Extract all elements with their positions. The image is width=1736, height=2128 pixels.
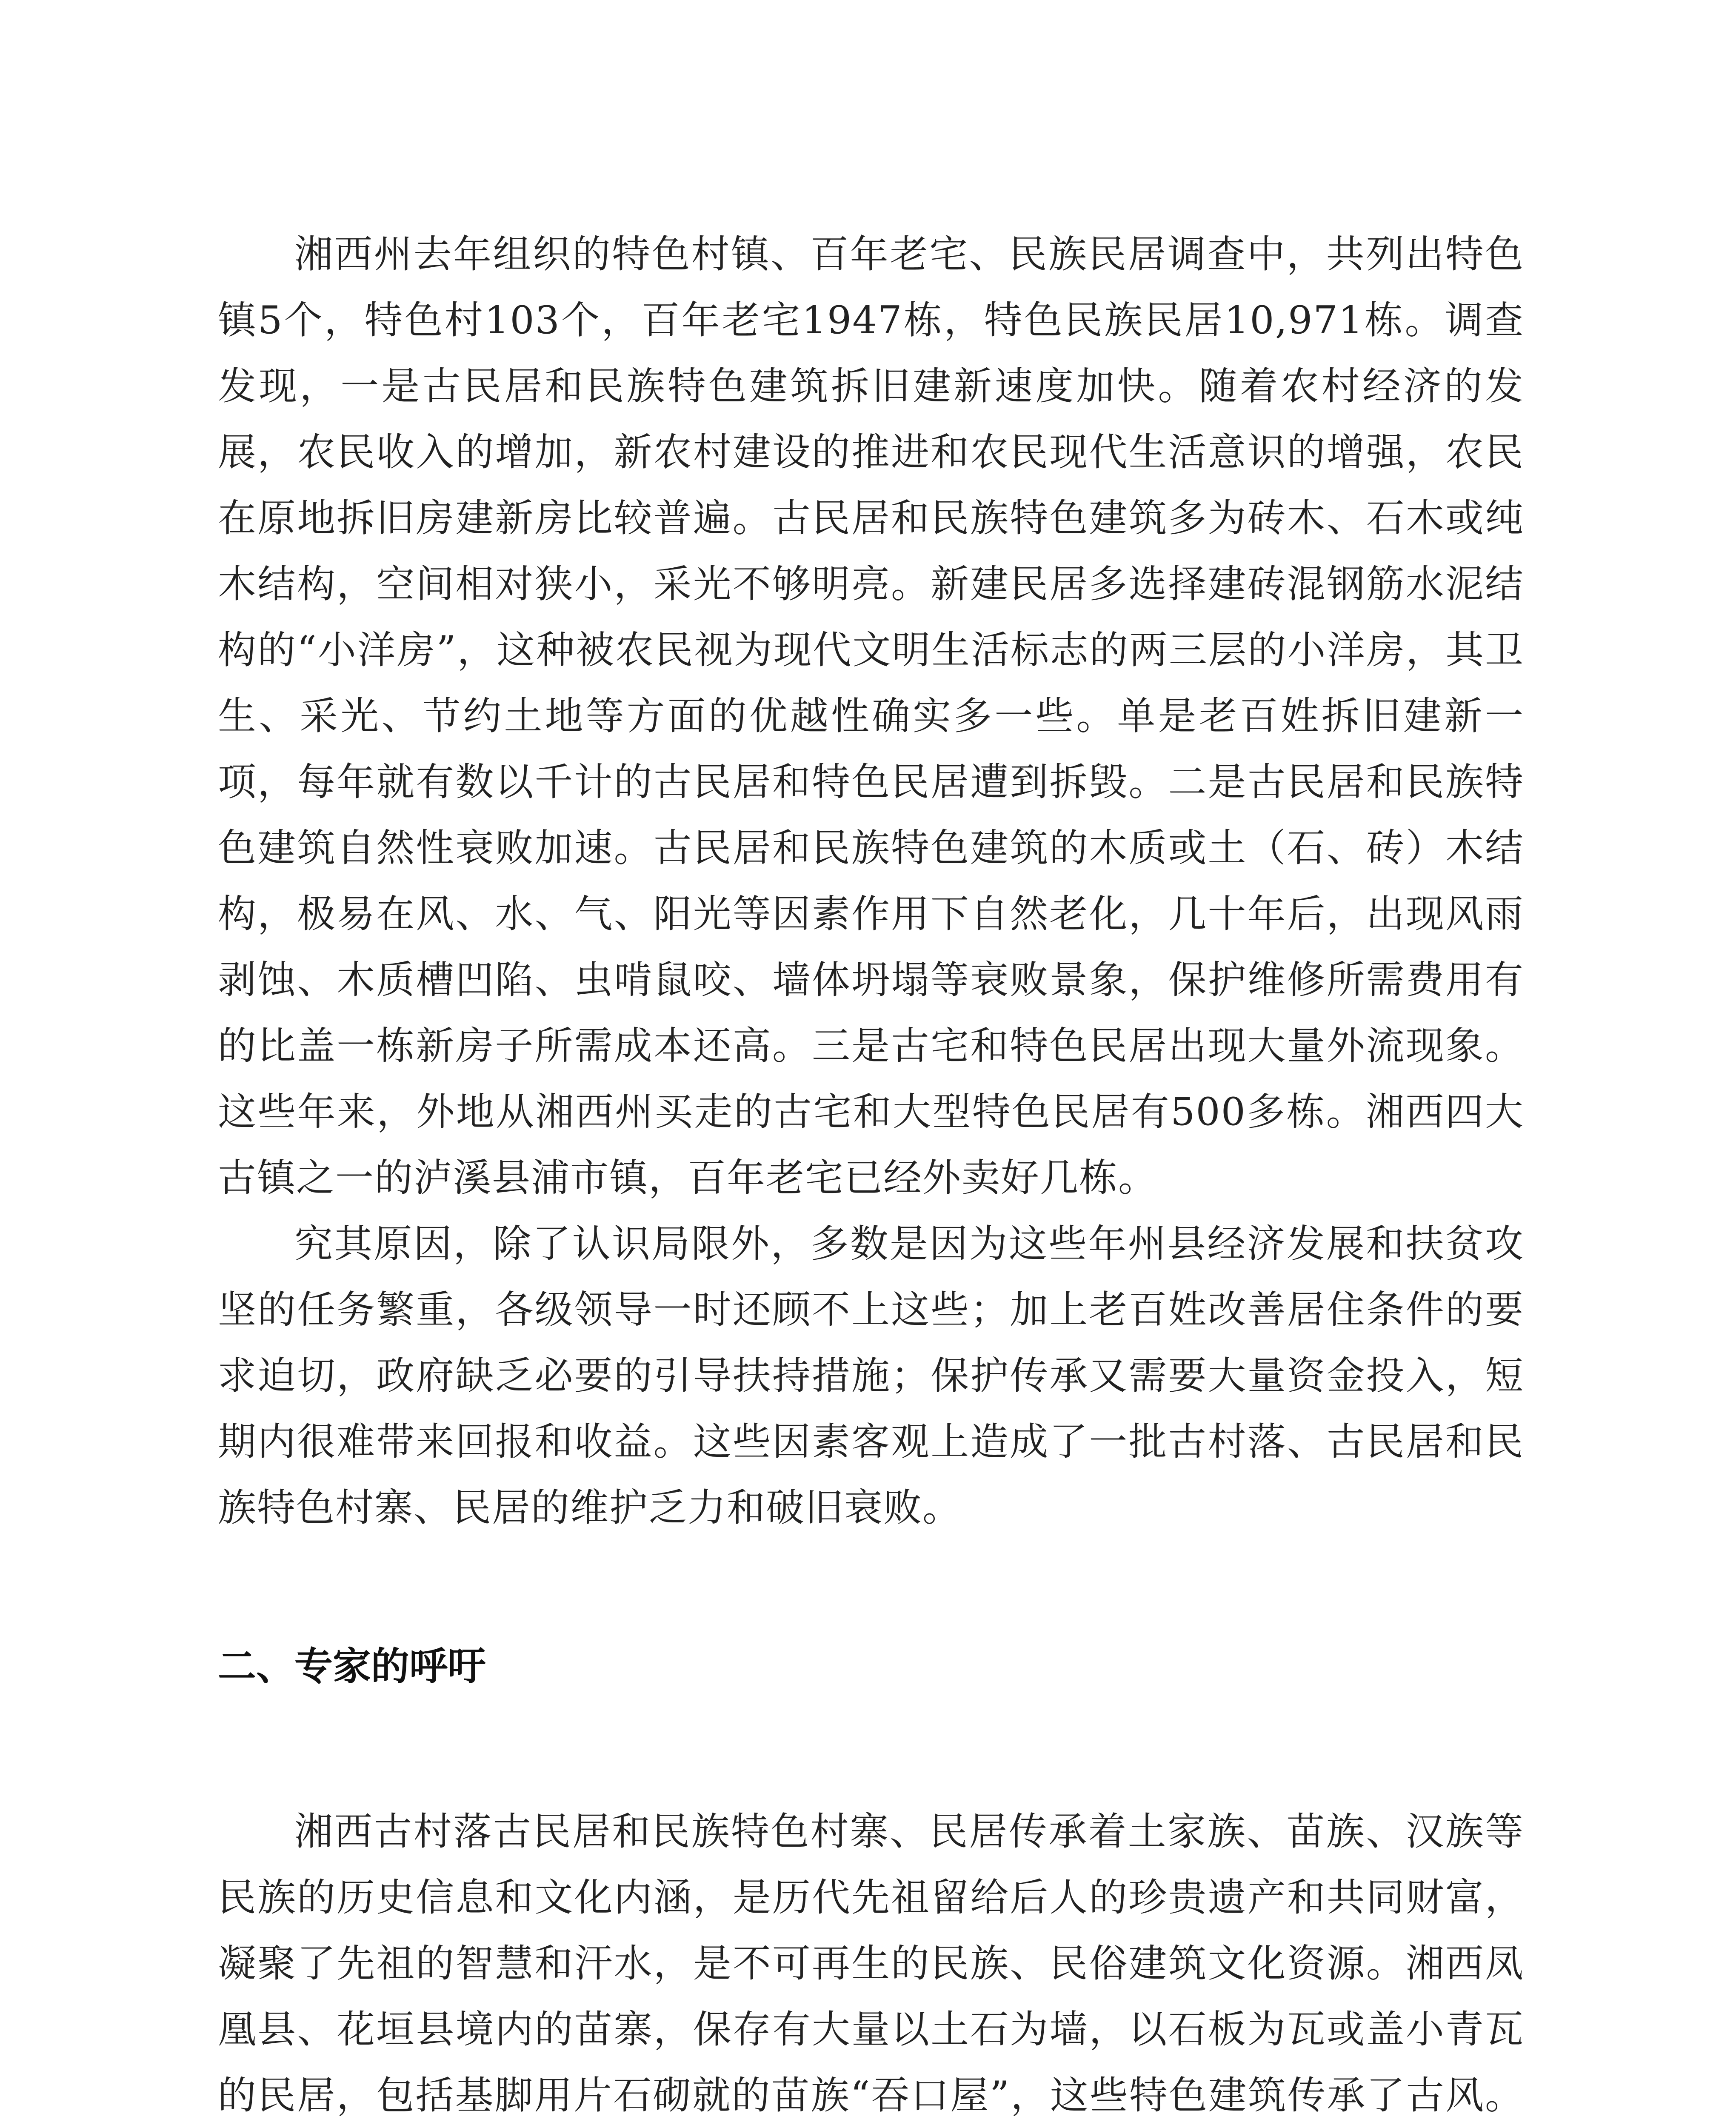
section-heading: 二、专家的呼吁 xyxy=(218,1644,486,1689)
body-paragraph: 湘西古村落古民居和民族特色村寨、民居传承着土家族、苗族、汉族等民族的历史信息和文化内涵，是历代先祖留给后人的珍贵遗产和共同财富，凝聚了先祖的智慧和汗水，是不可再生的民族、民俗建筑文化资源。湘西凤凰县、花垣县境内的苗寨，保存有大量以土石为墙，以石板为瓦或盖小青瓦的民居，包括基脚用片石砌就的苗族“吞口屋”，这些特色建筑传承了古风。 xyxy=(218,1809,1524,2118)
page-content xyxy=(218,221,1524,2128)
body-paragraph: 湘西州去年组织的特色村镇、百年老宅、民族民居调查中，共列出特色镇5个，特色村103个，百年老宅1947栋，特色民族民居10,971栋。调查发现，一是古民居和民族特色建筑拆旧建新速度加快。随着农村经济的发展，农民收入的增加，新农村建设的推进和农民现代生活意识的增强，农民在原地拆旧房建新房比较普遍。古民居和民族特色建筑多为砖木、石木或纯木结构，空间相对狭小，采光不够明亮。新建民居多选择建砖混钢筋水泥结构的“小洋房”，这种被农民视为现代文明生活标志的两三层的小洋房，其卫生、采光、节约土地等方面的优越性确实多一些。单是老百姓拆旧建新一项，每年就有数以千计的古民居和特色民居遭到拆毁。二是古民居和民族特色建筑自然性衰败加速。古民居和民族特色建筑的木质或土（石、砖）木结构，极易在风、水、气、阳光等因素作用下自然老化，几十年后，出现风雨剥蚀、木质槽凹陷、虫啃鼠咬、墙体坍塌等衰败景象，保护维修所需费用有的比盖一栋新房子所需成本还高。三是古宅和特色民居出现大量外流现象。这些年来，外地从湘西州买走的古宅和大型特色民居有500多栋。湘西四大古镇之一的泸溪县浦市镇，百年老宅已经外卖好几栋。 xyxy=(218,232,1524,1200)
body-paragraph: 究其原因，除了认识局限外，多数是因为这些年州县经济发展和扶贫攻坚的任务繁重，各级领导一时还顾不上这些；加上老百姓改善居住条件的要求迫切，政府缺乏必要的引导扶持措施；保护传承又需要大量资金投入，短期内很难带来回报和收益。这些因素客观上造成了一批古村落、古民居和民族特色村寨、民居的维护乏力和破旧衰败。 xyxy=(218,1221,1524,1530)
